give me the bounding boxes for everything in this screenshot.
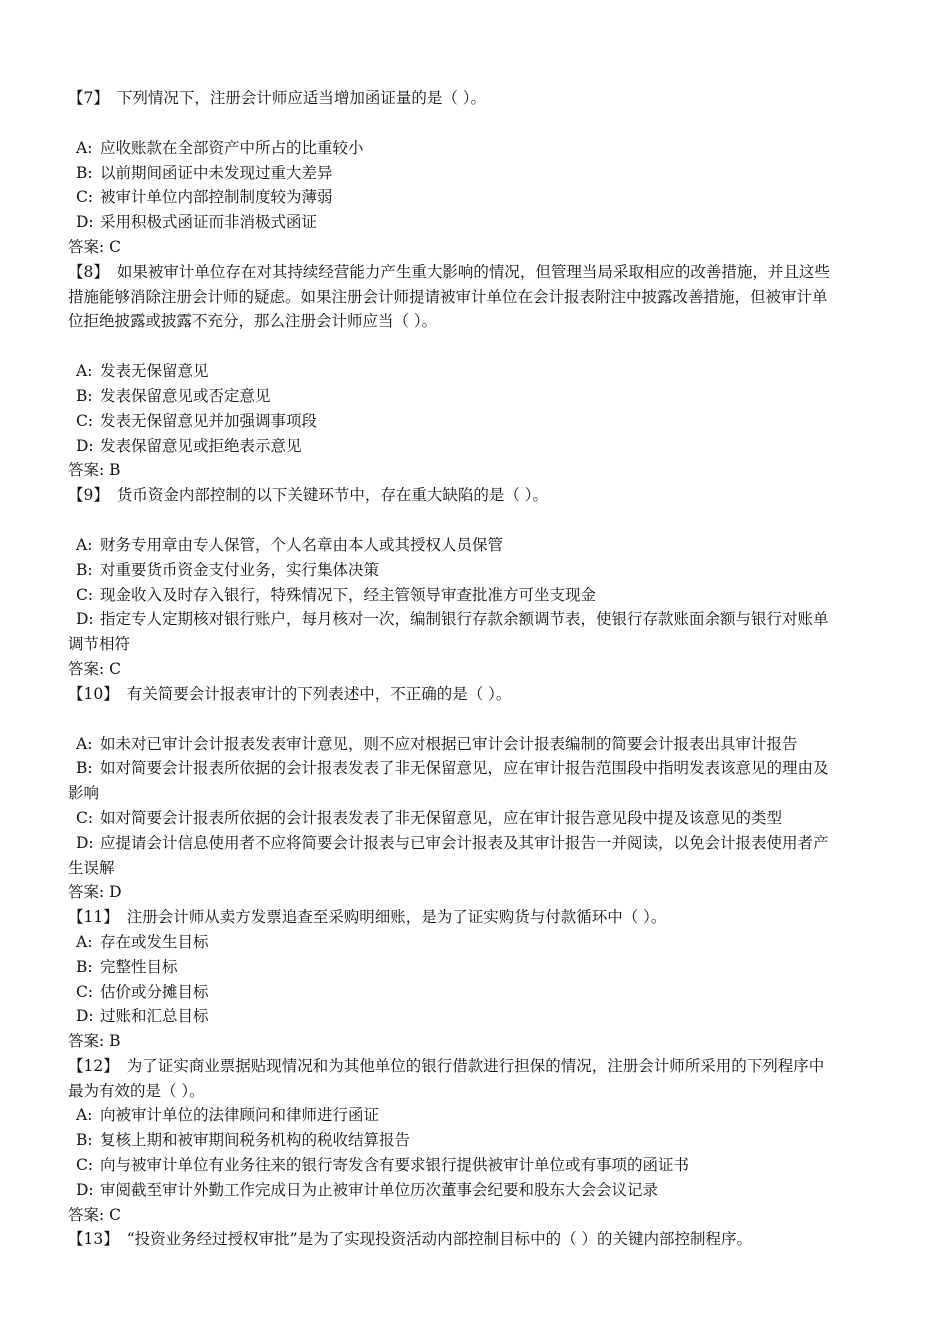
question-text-line: 位拒绝披露或披露不充分，那么注册会计师应当（ ）。 <box>68 312 438 331</box>
option-text: 发表保留意见或拒绝表示意见 <box>100 436 302 455</box>
answer-line <box>68 458 886 483</box>
answer-value: B <box>109 1032 121 1051</box>
option-d <box>68 1178 886 1203</box>
answer-label: 答案: <box>68 883 110 902</box>
option-letter: A: <box>76 362 93 381</box>
answer-value: C <box>109 1205 122 1224</box>
option-letter: A: <box>76 932 93 951</box>
option-text-continuation: 调节相符 <box>68 635 131 654</box>
option-letter: D: <box>76 610 94 629</box>
option-text: 以前期间函证中未发现过重大差异 <box>100 163 333 182</box>
option-letter: A: <box>76 734 93 753</box>
option-text: 复核上期和被审期间税务机构的税收结算报告 <box>100 1131 411 1150</box>
answer-line <box>68 657 886 682</box>
option-letter: C: <box>76 808 94 827</box>
option-letter: C: <box>76 411 94 430</box>
option-letter: A: <box>76 138 93 157</box>
option-text: 向被审计单位的法律顾问和律师进行函证 <box>100 1106 380 1125</box>
option-text: 发表无保留意见并加强调事项段 <box>100 411 318 430</box>
option-letter: C: <box>76 188 94 207</box>
option-a <box>68 1103 886 1128</box>
question-text: 有关简要会计报表审计的下列表述中，不正确的是（ ）。 <box>126 684 512 703</box>
question-number: 【11】 <box>68 908 119 927</box>
option-a <box>68 359 886 384</box>
option-a <box>68 930 886 955</box>
question-stem <box>68 86 886 111</box>
question-stem <box>68 483 886 508</box>
option-text: 发表无保留意见 <box>100 362 209 381</box>
option-letter: B: <box>76 560 93 579</box>
answer-label: 答案: <box>68 659 110 678</box>
option-b <box>68 384 886 409</box>
option-letter: B: <box>76 163 93 182</box>
option-b <box>68 1128 886 1153</box>
option-text: 采用积极式函证而非消极式函证 <box>100 213 318 232</box>
question-text-line: 如果被审计单位存在对其持续经营能力产生重大影响的情况，但管理当局采取相应的改善措施，并且这些 <box>116 262 830 281</box>
option-c <box>68 1153 886 1178</box>
question-number: 【12】 <box>68 1056 119 1075</box>
option-letter: D: <box>76 1180 94 1199</box>
option-letter: D: <box>76 833 94 852</box>
question-text: 注册会计师从卖方发票追查至采购明细账，是为了证实购货与付款循环中（ ）。 <box>126 908 667 927</box>
option-a <box>68 732 886 757</box>
question-text: 下列情况下，注册会计师应适当增加函证量的是（ ）。 <box>116 89 487 107</box>
option-text-continuation: 影响 <box>68 784 100 803</box>
answer-value: B <box>109 461 121 480</box>
option-letter: C: <box>76 585 94 604</box>
answer-line <box>68 235 886 260</box>
question-text: “投资业务经过授权审批”是为了实现投资活动内部控制目标中的（ ）的关键内部控制程序。 <box>126 1230 753 1249</box>
answer-value: D <box>109 883 122 902</box>
question-stem <box>68 905 886 930</box>
option-text: 如对简要会计报表所依据的会计报表发表了非无保留意见，应在审计报告范围段中指明发表该意见的理由及 <box>100 759 829 778</box>
answer-label: 答案: <box>68 1205 110 1224</box>
option-d <box>68 434 886 459</box>
question-text-line: 最为有效的是（ ）。 <box>68 1081 205 1100</box>
answer-line <box>68 1029 886 1054</box>
option-d <box>68 1004 886 1029</box>
option-b <box>68 955 886 980</box>
question-stem <box>68 1227 886 1252</box>
answer-label: 答案: <box>68 461 110 480</box>
question-number: 【9】 <box>68 486 109 505</box>
question-stem <box>68 682 886 707</box>
option-c <box>68 409 886 434</box>
option-letter: C: <box>76 1156 94 1175</box>
option-text: 对重要货币资金支付业务，实行集体决策 <box>100 560 380 579</box>
option-text: 审阅截至审计外勤工作完成日为止被审计单位历次董事会纪要和股东大会会议记录 <box>100 1180 659 1199</box>
answer-line <box>68 880 886 905</box>
option-d <box>68 607 886 632</box>
option-text: 现金收入及时存入银行，特殊情况下，经主管领导审查批准方可坐支现金 <box>100 585 597 604</box>
question-number: 【13】 <box>68 1230 119 1249</box>
option-text: 应提请会计信息使用者不应将简要会计报表与已审会计报表及其审计报告一并阅读，以免会计报表使用者产 <box>100 833 829 852</box>
option-d <box>68 831 886 856</box>
option-c <box>68 185 886 210</box>
option-letter: D: <box>76 436 94 455</box>
option-text: 如未对已审计会计报表发表审计意见，则不应对根据已审计会计报表编制的简要会计报表出具审计报告 <box>100 734 798 753</box>
option-c <box>68 583 886 608</box>
question-number: 【10】 <box>68 684 119 703</box>
option-text: 被审计单位内部控制制度较为薄弱 <box>100 188 333 207</box>
option-a <box>68 136 886 161</box>
option-letter: D: <box>76 213 94 232</box>
option-d <box>68 210 886 235</box>
option-letter: A: <box>76 1106 93 1125</box>
question-text-line: 为了证实商业票据贴现情况和为其他单位的银行借款进行担保的情况，注册会计师所采用的下列程序中 <box>126 1056 825 1075</box>
answer-value: C <box>109 659 122 678</box>
option-letter: B: <box>76 1131 93 1150</box>
option-text: 指定专人定期核对银行账户，每月核对一次，编制银行存款余额调节表，使银行存款账面余额与银行对账单 <box>100 610 829 629</box>
option-b <box>68 161 886 186</box>
question-text: 货币资金内部控制的以下关键环节中，存在重大缺陷的是（ ）。 <box>116 486 549 505</box>
option-text: 过账和汇总目标 <box>100 1007 209 1026</box>
option-text: 估价或分摊目标 <box>100 982 209 1001</box>
option-text: 发表保留意见或否定意见 <box>100 386 271 405</box>
option-b <box>68 756 886 781</box>
option-c <box>68 980 886 1005</box>
question-text-line: 措施能够消除注册会计师的疑虑。如果注册会计师提请被审计单位在会计报表附注中披露改善措施，但被审计单 <box>68 287 828 306</box>
answer-line <box>68 1203 886 1228</box>
answer-value: C <box>109 237 122 256</box>
question-list <box>68 86 886 1252</box>
option-letter: A: <box>76 535 93 554</box>
option-letter: B: <box>76 386 93 405</box>
option-a <box>68 533 886 558</box>
option-text: 完整性目标 <box>100 957 178 976</box>
question-number: 【8】 <box>68 262 109 281</box>
option-text: 存在或发生目标 <box>100 932 209 951</box>
option-b <box>68 558 886 583</box>
option-text: 如对简要会计报表所依据的会计报表发表了非无保留意见，应在审计报告意见段中提及该意见的类型 <box>100 808 783 827</box>
question-stem <box>68 1054 886 1079</box>
option-letter: B: <box>76 957 93 976</box>
option-letter: C: <box>76 982 94 1001</box>
option-letter: B: <box>76 759 93 778</box>
question-number: 【7】 <box>68 89 109 107</box>
answer-label: 答案: <box>68 1032 110 1051</box>
option-text: 财务专用章由专人保管，个人名章由本人或其授权人员保管 <box>100 535 504 554</box>
question-stem <box>68 260 886 285</box>
option-text: 应收账款在全部资产中所占的比重较小 <box>100 138 364 157</box>
option-text-continuation: 生误解 <box>68 858 115 877</box>
option-letter: D: <box>76 1007 94 1026</box>
option-text: 向与被审计单位有业务往来的银行寄发含有要求银行提供被审计单位或有事项的函证书 <box>100 1156 690 1175</box>
answer-label: 答案: <box>68 237 110 256</box>
option-c <box>68 806 886 831</box>
